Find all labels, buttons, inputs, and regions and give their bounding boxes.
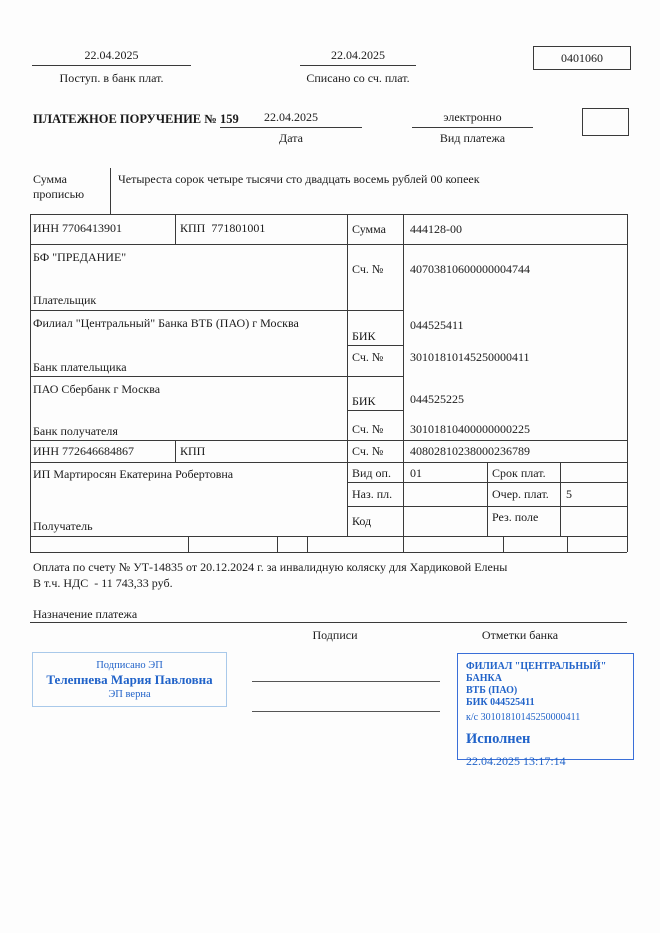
e-signature-stamp-line3: ЭП верна	[108, 688, 151, 700]
bank-execution-stamp	[457, 653, 634, 768]
beneficiary-kpp: КПП	[180, 444, 206, 458]
ocher-plat-value: 5	[566, 487, 572, 501]
beneficiary-label: Получатель	[33, 519, 93, 533]
debited-date-label: Списано со сч. плат.	[306, 71, 410, 85]
received-date-label: Поступ. в банк плат.	[59, 71, 164, 85]
bank-stamp-status: Исполнен	[466, 731, 531, 747]
vid-op-value: 01	[410, 466, 422, 480]
payer-inn: ИНН 7706413901	[33, 221, 122, 235]
amount-words-label-1: Сумма	[33, 172, 67, 186]
purpose-line-1: Оплата по счету № УТ-14835 от 20.12.2024 г. за инвалидную коляску для Хардиковой Елены	[33, 560, 508, 574]
sum-value: 444128-00	[410, 222, 462, 236]
payment-type-field: электронно	[412, 110, 533, 128]
beneficiary-account-label: Сч. №	[352, 444, 384, 458]
bank-stamp-bank-name-1: ФИЛИАЛ "ЦЕНТРАЛЬНЫЙ" БАНКА	[466, 661, 607, 684]
purpose-line-2: В т.ч. НДС - 11 743,33 руб.	[33, 576, 173, 590]
payer-name: БФ "ПРЕДАНИЕ"	[33, 250, 127, 264]
beneficiary-inn: ИНН 772646684867	[33, 444, 134, 458]
e-signature-stamp	[32, 652, 227, 707]
payer-bank-name: Филиал "Центральный" Банка ВТБ (ПАО) г Москва	[33, 316, 299, 330]
received-date-field: 22.04.2025	[32, 48, 191, 66]
beneficiary-name: ИП Мартиросян Екатерина Робертовна	[33, 467, 234, 481]
beneficiary-account: 40802810238000236789	[410, 444, 530, 458]
rez-pole-label: Рез. поле	[492, 510, 539, 524]
bank-stamp-datetime: 22.04.2025 13:17:14	[466, 754, 566, 768]
ocher-plat-label: Очер. плат.	[492, 487, 549, 501]
payer-status-box	[582, 108, 629, 136]
bank-stamp-bik: БИК 044525411	[466, 697, 535, 708]
signatures-label: Подписи	[312, 628, 358, 642]
e-signature-stamp-name: Телепнева Мария Павловна	[46, 671, 213, 687]
payer-kpp: КПП 771801001	[180, 221, 266, 235]
amount-words-label-2: прописью	[33, 187, 85, 201]
beneficiary-bank-bik: 044525225	[410, 392, 464, 406]
signature-line-1	[252, 681, 440, 682]
payment-type-label: Вид платежа	[439, 131, 506, 145]
document-title: ПЛАТЕЖНОЕ ПОРУЧЕНИЕ № 159	[33, 112, 239, 126]
bank-stamp-bank-name-2: ВТБ (ПАО)	[466, 685, 518, 696]
debited-date-field: 22.04.2025	[300, 48, 416, 66]
signature-line-2	[252, 711, 440, 712]
form-code-box: 0401060	[533, 46, 631, 70]
date-field: 22.04.2025	[220, 110, 362, 128]
vid-op-label: Вид оп.	[352, 466, 391, 480]
beneficiary-bank-account-label: Сч. №	[352, 422, 384, 436]
bank-marks-label: Отметки банка	[481, 628, 559, 642]
srok-plat-label: Срок плат.	[492, 466, 546, 480]
beneficiary-bank-bik-label: БИК	[352, 394, 376, 408]
naz-pl-label: Наз. пл.	[352, 487, 393, 501]
payer-bank-bik: 044525411	[410, 318, 464, 332]
beneficiary-bank-name: ПАО Сбербанк г Москва	[33, 382, 161, 396]
beneficiary-bank-label: Банк получателя	[33, 424, 118, 438]
payer-label: Плательщик	[33, 293, 97, 307]
payer-account: 40703810600000004744	[410, 262, 530, 276]
payer-bank-bik-label: БИК	[352, 329, 376, 343]
date-label: Дата	[279, 131, 303, 145]
payer-bank-label: Банк плательщика	[33, 360, 127, 374]
amount-words-value: Четыреста сорок четыре тысячи сто двадцать восемь рублей 00 копеек	[118, 172, 480, 186]
payer-account-label: Сч. №	[352, 262, 384, 276]
sum-label: Сумма	[352, 222, 386, 236]
bank-stamp-corr-account: к/с 30101810145250000411	[466, 712, 581, 723]
purpose-label: Назначение платежа	[33, 607, 138, 621]
payer-bank-account: 30101810145250000411	[410, 350, 530, 364]
payer-bank-account-label: Сч. №	[352, 350, 384, 364]
kod-label: Код	[352, 514, 372, 528]
e-signature-stamp-line1: Подписано ЭП	[96, 659, 163, 671]
beneficiary-bank-account: 30101810400000000225	[410, 422, 530, 436]
